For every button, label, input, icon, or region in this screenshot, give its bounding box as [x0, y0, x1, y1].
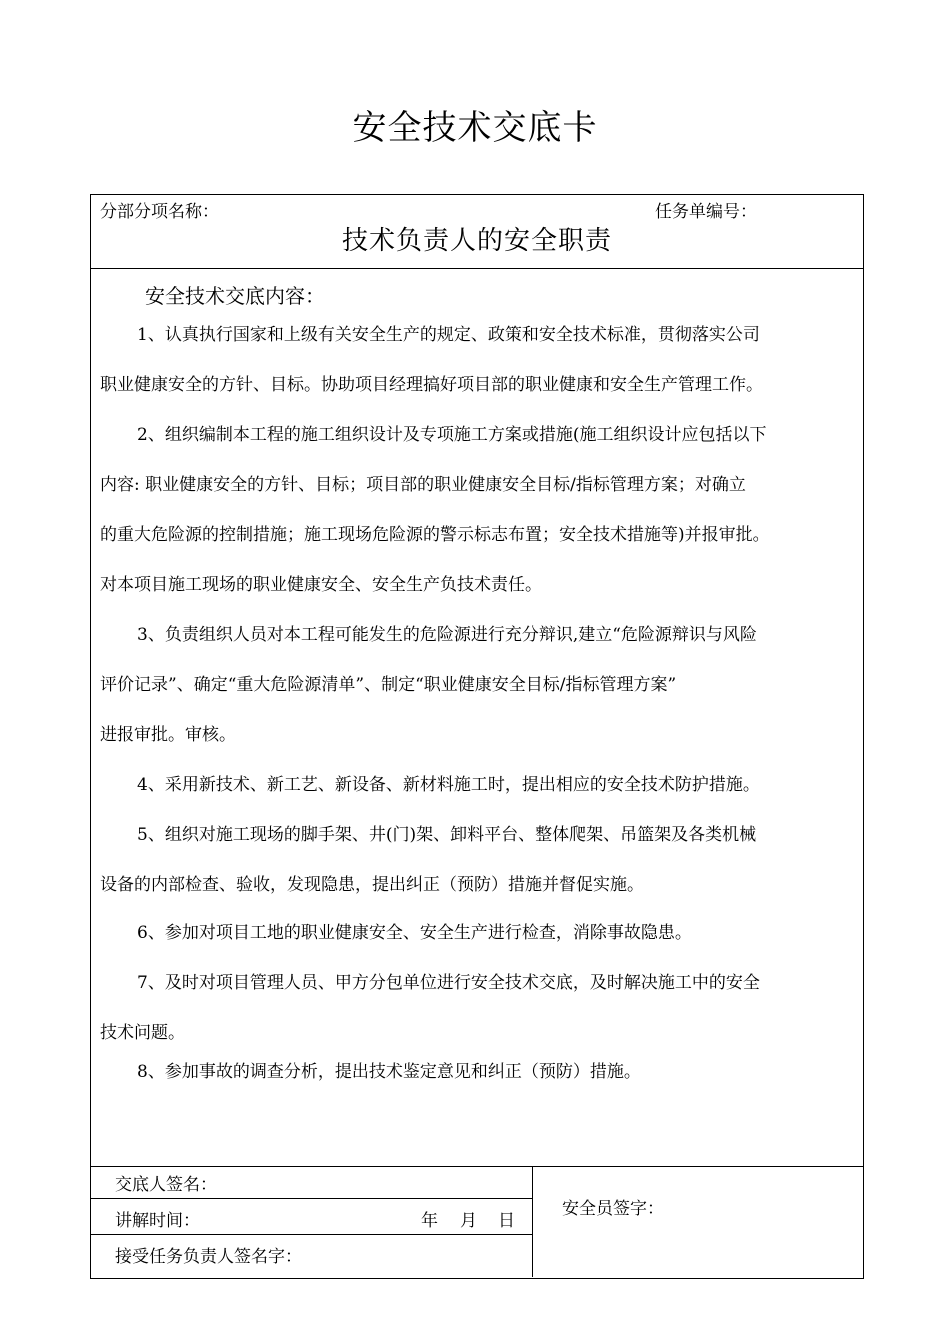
footer-divider [90, 1166, 863, 1167]
section-name-label: 分部分项名称： [100, 202, 219, 222]
content-line: 7、及时对项目管理人员、甲方分包单位进行安全技术交底，及时解决施工中的安全 [137, 973, 760, 993]
footer-column-divider [532, 1166, 533, 1277]
content-heading: 安全技术交底内容： [145, 284, 325, 308]
header-divider [90, 268, 863, 269]
footer-row-divider [90, 1198, 532, 1199]
content-line: 设备的内部检查、验收，发现隐患，提出纠正（预防）措施并督促实施。 [100, 875, 644, 895]
content-line: 职业健康安全的方针、目标。协助项目经理搞好项目部的职业健康和安全生产管理工作。 [100, 375, 763, 395]
content-line: 内容: 职业健康安全的方针、目标；项目部的职业健康安全目标/指标管理方案；对确立 [100, 475, 746, 495]
task-number-label: 任务单编号： [655, 202, 757, 222]
content-line: 3、负责组织人员对本工程可能发生的危险源进行充分辩识,建立“危险源辩识与风险 [137, 625, 757, 645]
receiver-signature-label: 接受任务负责人签名字： [115, 1247, 302, 1267]
content-line: 4、采用新技术、新工艺、新设备、新材料施工时，提出相应的安全技术防护措施。 [137, 775, 760, 795]
content-line: 6、参加对项目工地的职业健康安全、安全生产进行检查，消除事故隐患。 [137, 923, 692, 943]
content-line: 评价记录”、确定“重大危险源清单”、制定“职业健康安全目标/指标管理方案” [100, 675, 677, 695]
content-line: 技术问题。 [100, 1023, 185, 1043]
content-line: 2、组织编制本工程的施工组织设计及专项施工方案或措施(施工组织设计应包括以下 [137, 425, 767, 445]
date-year-label: 年 [421, 1211, 438, 1231]
content-line: 的重大危险源的控制措施；施工现场危险源的警示标志布置；安全技术措施等)并报审批。 [100, 525, 770, 545]
page-title: 安全技术交底卡 [352, 108, 598, 148]
date-month-label: 月 [460, 1211, 477, 1231]
date-day-label: 日 [498, 1211, 515, 1231]
briefer-signature-label: 交底人签名： [115, 1175, 217, 1195]
explain-time-label: 讲解时间： [115, 1211, 200, 1231]
content-line: 8、参加事故的调查分析，提出技术鉴定意见和纠正（预防）措施。 [137, 1062, 641, 1082]
content-line: 5、组织对施工现场的脚手架、井(门)架、卸料平台、整体爬架、吊篮架及各类机械 [137, 825, 757, 845]
content-line: 对本项目施工现场的职业健康安全、安全生产负技术责任。 [100, 575, 542, 595]
footer-row-divider [90, 1234, 532, 1235]
content-line: 1、认真执行国家和上级有关安全生产的规定、政策和安全技术标准，贯彻落实公司 [137, 325, 760, 345]
content-line: 进报审批。审核。 [100, 725, 236, 745]
safety-officer-signature-label: 安全员签字： [562, 1199, 664, 1219]
subject-title: 技术负责人的安全职责 [342, 226, 613, 256]
